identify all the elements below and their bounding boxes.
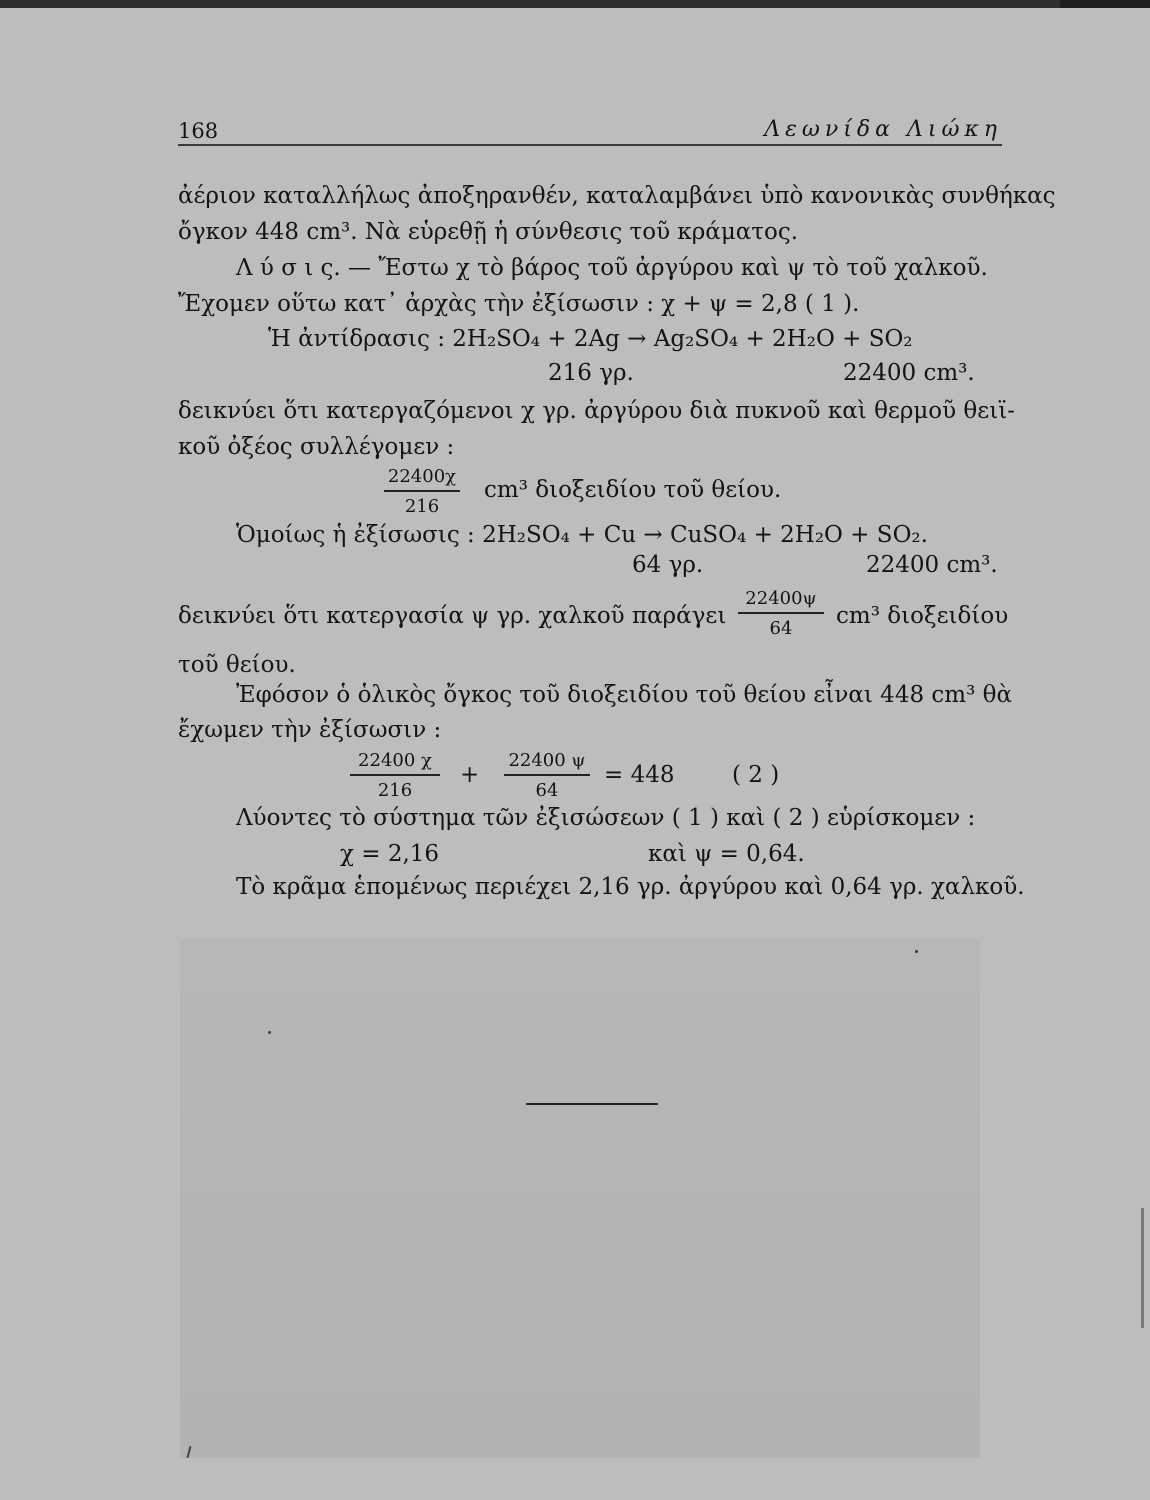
reaction-mass-copper: 64 γρ. bbox=[632, 552, 704, 578]
page-edge-shadow bbox=[1141, 1208, 1144, 1328]
text-line: cm³ διοξειδίου bbox=[836, 603, 1009, 629]
fraction-numerator: 22400χ bbox=[387, 466, 457, 487]
reaction-copper: Ὁμοίως ἡ ἐξίσωσις : 2H₂SO₄ + Cu → CuSO₄ + 2H₂O + SO₂. bbox=[236, 522, 928, 548]
fraction-denominator: 64 bbox=[535, 779, 559, 801]
fraction-numerator: 22400 χ bbox=[358, 750, 432, 771]
text-line: ὄγκον 448 cm³. Νὰ εὑρεθῇ ἡ σύνθεσις τοῦ κράματος. bbox=[178, 219, 799, 245]
page-number: 168 bbox=[178, 119, 219, 143]
text-line: Ἐφόσον ὁ ὁλικὸς ὄγκος τοῦ διοξειδίου τοῦ θείου εἶναι 448 cm³ θὰ bbox=[236, 682, 1012, 708]
text-line: cm³ διοξειδίου τοῦ θείου. bbox=[484, 477, 782, 503]
running-title: Λεωνίδα Λιώκη bbox=[764, 117, 1002, 142]
solution-x: χ = 2,16 bbox=[340, 841, 440, 867]
text-line: Λ ύ σ ι ς. — Ἔστω χ τὸ βάρος τοῦ ἀργύρου καὶ ψ τὸ τοῦ χαλκοῦ. bbox=[236, 255, 988, 281]
text-line: Ἔχομεν οὕτω κατ᾽ ἀρχὰς τὴν ἐξίσωσιν : χ + ψ = 2,8 ( 1 ). bbox=[178, 291, 860, 317]
equation-label: ( 2 ) bbox=[732, 762, 780, 788]
text-line: κοῦ ὀξέος συλλέγομεν : bbox=[178, 434, 455, 460]
fraction-denominator: 216 bbox=[404, 495, 440, 517]
equation-rhs: = 448 bbox=[604, 762, 675, 788]
reaction-volume-silver: 22400 cm³. bbox=[843, 360, 975, 386]
text-line: δεικνύει ὅτι κατεργαζόμενοι χ γρ. ἀργύρου διὰ πυκνοῦ καὶ θερμοῦ θειϊ- bbox=[178, 398, 1016, 424]
reaction-silver: Ἡ ἀντίδρασις : 2H₂SO₄ + 2Ag → Ag₂SO₄ + 2H₂O + SO₂ bbox=[268, 326, 913, 352]
text-line: ἔχωμεν τὴν ἐξίσωσιν : bbox=[178, 717, 442, 743]
fraction-eq2-left bbox=[350, 750, 440, 801]
plus-sign: + bbox=[460, 762, 480, 788]
fraction-silver-volume bbox=[384, 466, 460, 517]
text-line: ἀέριον καταλλήλως ἀποξηρανθέν, καταλαμβάνει ὑπὸ κανονικὰς συνθήκας bbox=[178, 183, 1056, 209]
fraction-bar bbox=[738, 612, 824, 614]
text-line: Τὸ κρᾶμα ἑπομένως περιέχει 2,16 γρ. ἀργύρου καὶ 0,64 γρ. χαλκοῦ. bbox=[236, 874, 1025, 900]
fraction-copper-volume bbox=[738, 588, 824, 639]
scan-top-border bbox=[0, 0, 1150, 8]
speck bbox=[268, 1031, 271, 1034]
reaction-volume-copper: 22400 cm³. bbox=[866, 552, 998, 578]
fraction-denominator: 216 bbox=[377, 779, 413, 801]
fraction-bar bbox=[504, 774, 590, 776]
book-page bbox=[0, 8, 1150, 1500]
text-line: δεικνύει ὅτι κατεργασία ψ γρ. χαλκοῦ παράγει bbox=[178, 603, 727, 629]
fraction-bar bbox=[350, 774, 440, 776]
text-line: Λύοντες τὸ σύστημα τῶν ἐξισώσεων ( 1 ) καὶ ( 2 ) εὑρίσκομεν : bbox=[236, 805, 976, 831]
fraction-numerator: 22400ψ bbox=[745, 588, 817, 609]
solution-y: καὶ ψ = 0,64. bbox=[648, 841, 805, 867]
reaction-mass-silver: 216 γρ. bbox=[548, 360, 634, 386]
text-line: τοῦ θείου. bbox=[178, 652, 296, 678]
header-rule bbox=[178, 144, 1002, 146]
fraction-eq2-right bbox=[504, 750, 590, 801]
fraction-numerator: 22400 ψ bbox=[508, 750, 586, 771]
fraction-bar bbox=[384, 490, 460, 492]
end-rule bbox=[526, 1103, 658, 1105]
speck bbox=[915, 950, 918, 953]
bleed-through-shade bbox=[180, 938, 980, 1458]
fraction-denominator: 64 bbox=[769, 617, 793, 639]
